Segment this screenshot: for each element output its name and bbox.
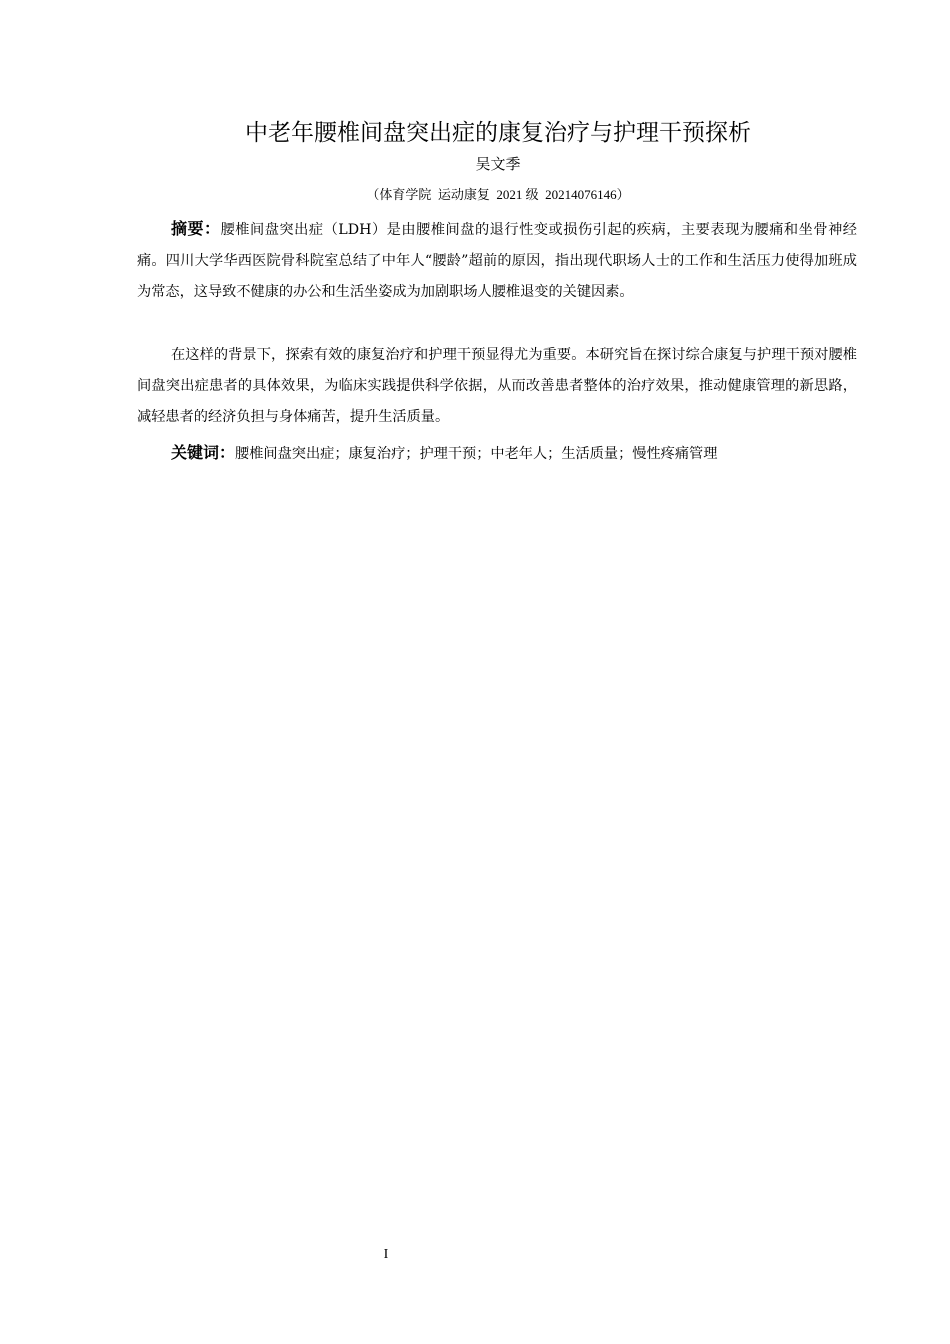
abstract-paragraph-1 xyxy=(137,213,857,308)
abstract-paragraph-2 xyxy=(137,340,857,433)
author-affiliation: （体育学院 运动康复 2021 级 20214076146） xyxy=(366,187,630,202)
paper-title: 中老年腰椎间盘突出症的康复治疗与护理干预探析 xyxy=(245,120,751,146)
keywords-line xyxy=(137,437,857,470)
abstract-label: 摘要： xyxy=(171,219,221,238)
keywords-text: 腰椎间盘突出症；康复治疗；护理干预；中老年人；生活质量；慢性疼痛管理 xyxy=(235,446,718,462)
abstract-text-1: 腰椎间盘突出症（LDH）是由腰椎间盘的退行性变或损伤引起的疾病，主要表现为腰痛和坐骨神经痛。四川大学华西医院骨科院室总结了中年人“腰龄”超前的原因，指出现代职场人士的工作和生活压力使得加班成为常态，这导致不健康的办公和生活坐姿成为加剧职场人腰椎退变的关键因素。 xyxy=(137,222,857,300)
page-number: I xyxy=(383,1247,389,1262)
keywords-label: 关键词： xyxy=(171,443,236,462)
abstract-text-2: 在这样的背景下，探索有效的康复治疗和护理干预显得尤为重要。本研究旨在探讨综合康复与护理干预对腰椎间盘突出症患者的具体效果，为临床实践提供科学依据，从而改善患者整体的治疗效果，推动健康管理的新思路，减轻患者的经济负担与身体痛苦，提升生活质量。 xyxy=(137,347,857,425)
author-name: 吴文季 xyxy=(475,155,521,173)
